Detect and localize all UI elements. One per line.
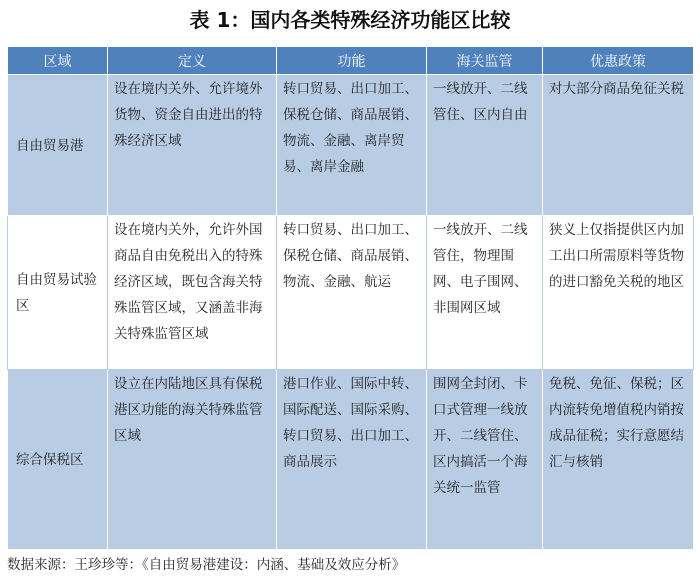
function-cell: 转口贸易、出口加工、保税仓储、商品展销、物流、金融、离岸贸易、离岸金融: [277, 75, 427, 216]
header-definition: 定义: [108, 47, 277, 75]
function-cell: 转口贸易、出口加工、保税仓储、商品展销、物流、金融、航运: [277, 216, 427, 370]
table-title: 表 1：国内各类特殊经济功能区比较: [189, 8, 511, 32]
policy-cell: 免税、免征、保税；区内流转免增值税内销按成品征税；实行意愿结汇与核销: [543, 370, 694, 550]
customs-cell: 一线放开、二线管住，物理围网、电子围网、非围网区域: [427, 216, 543, 370]
region-cell: 自由贸易试验区: [8, 216, 108, 370]
definition-cell: 设立在内陆地区具有保税港区功能的海关特殊监管区域: [108, 370, 277, 550]
data-source-note: 数据来源：王珍珍等：《自由贸易港建设：内涵、基础及效应分析》: [7, 557, 406, 573]
definition-cell: 设在境内关外，允许外国商品自由免税出入的特殊经济区域，既包含海关特殊监管区域，又涵盖非海关特殊监管区域: [108, 216, 277, 370]
header-row: [8, 47, 694, 75]
header-function: 功能: [277, 47, 427, 75]
header-customs: 海关监管: [427, 47, 543, 75]
policy-cell: 对大部分商品免征关税: [543, 75, 694, 216]
definition-cell: 设在境内关外、允许境外货物、资金自由进出的特殊经济区域: [108, 75, 277, 216]
table-row: [8, 370, 694, 550]
region-cell: 综合保税区: [8, 370, 108, 550]
customs-cell: 一线放开、二线管住、区内自由: [427, 75, 543, 216]
function-cell: 港口作业、国际中转、国际配送、国际采购、转口贸易、出口加工、商品展示: [277, 370, 427, 550]
policy-cell: 狭义上仅指提供区内加工出口所需原料等货物的进口豁免关税的地区: [543, 216, 694, 370]
header-region: 区域: [8, 47, 108, 75]
comparison-table: [7, 46, 694, 550]
table-row: [8, 216, 694, 370]
header-policy: 优惠政策: [543, 47, 694, 75]
customs-cell: 围网全封闭、卡口式管理一线放开、二线管住、区内搞活一个海关统一监管: [427, 370, 543, 550]
table-row: [8, 75, 694, 216]
region-cell: 自由贸易港: [8, 75, 108, 216]
